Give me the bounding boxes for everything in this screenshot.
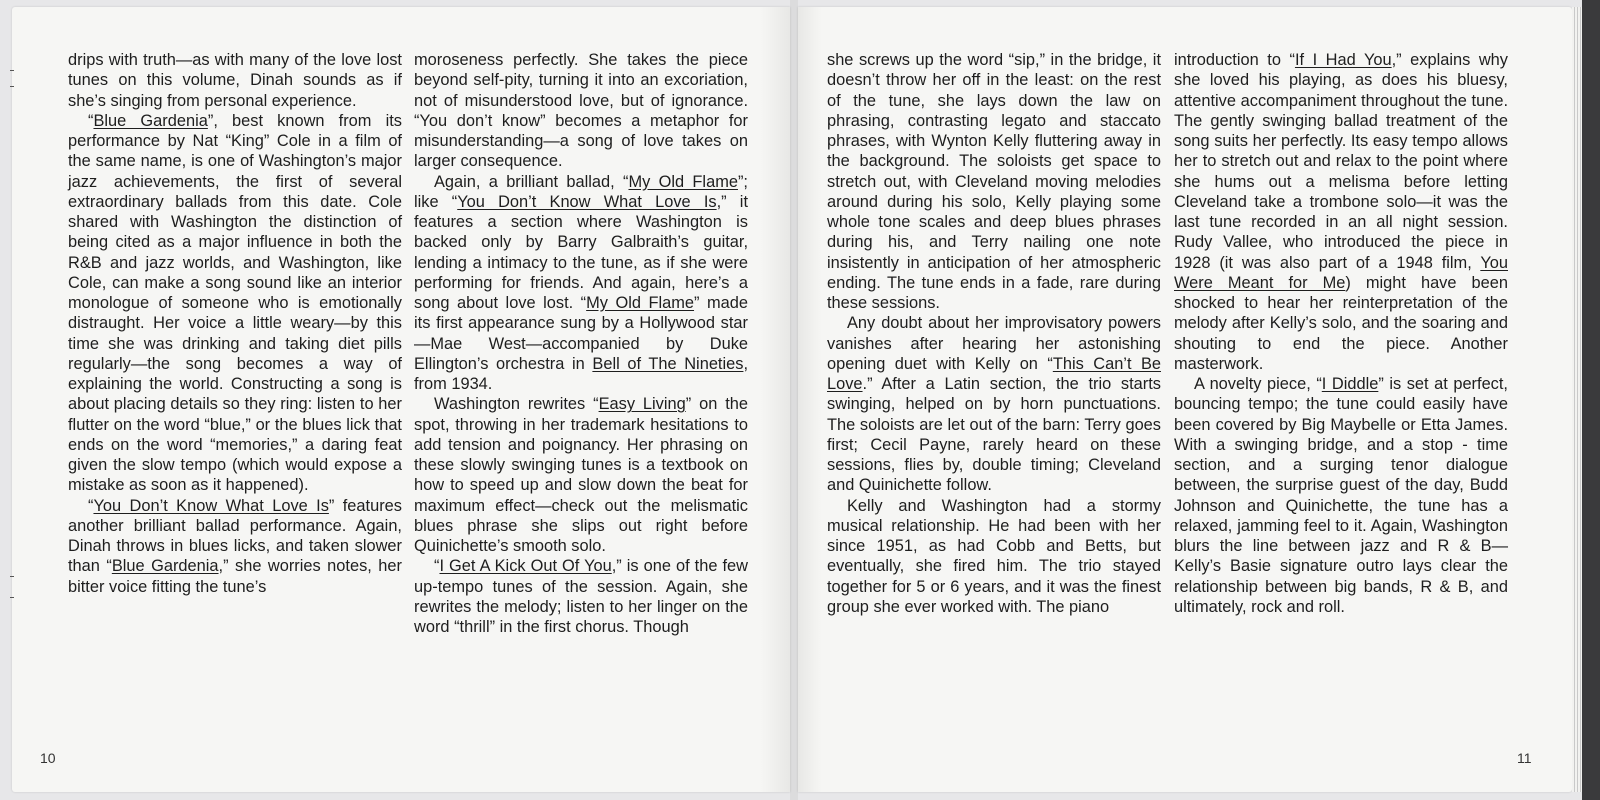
paragraph-text: ,” is one of the few up-tempo tunes of the session. Again, she rewrites the melody; listen to her linger on the word “thrill” in the first chorus. Though <box>414 557 748 636</box>
paragraph <box>827 50 1161 313</box>
paragraph-text: ” made its first appearance sung by a Hollywood star—Mae West—accompanied by Duke Ellington’s orchestra in <box>414 294 748 373</box>
paragraph <box>414 172 748 395</box>
margin-mark <box>10 597 14 598</box>
page-number-left: 10 <box>40 750 56 766</box>
cover-edge <box>1582 0 1600 800</box>
paragraph-text: Washington rewrites “ <box>434 395 599 414</box>
text-column-1 <box>68 50 402 597</box>
gutter-shadow-right <box>798 7 822 792</box>
paragraph-text: ” on the spot, throwing in her trademark hesitations to add tension and poignancy. Her phrasing on these slowly swinging tunes is a textbook on how to speed up and slow down the beat for maximum effect—check out the melismatic blues phrase she slips out right before Quinichette’s smooth solo. <box>414 395 748 555</box>
paragraph-text: introduction to “ <box>1174 51 1295 69</box>
paragraph-text: “ <box>434 557 440 576</box>
song-title: You Don’t Know What Love Is <box>93 496 329 515</box>
paragraph <box>414 556 748 637</box>
paragraph <box>68 111 402 496</box>
paragraph-text: ”; like “ <box>414 172 748 211</box>
song-title: I Diddle <box>1321 375 1379 393</box>
paragraph-text: ” features another brilliant ballad performance. Again, Dinah throws in blues licks, and taken slower than “ <box>68 496 402 576</box>
song-title: You Don’t Know What Love Is <box>457 192 717 211</box>
song-title: This Can’t Be Love <box>827 354 1161 393</box>
paragraph-text: she screws up the word “sip,” in the bridge, it doesn’t throw her off in the least: on the rest of the tune, she lays down the law on phrasing, contrasting legato and staccato phrases, with Wynton Kelly fluttering away in the background. The soloists get space to stretch out, with Cleveland moving melodies around during his solo, Kelly playing some whole tone scales and deep blues phrases during his, and Terry nailing one note insistently in anticipation of her atmospheric ending. The tune ends in a fade, rare during these sessions. <box>827 51 1161 312</box>
song-title: Bell of The Nineties <box>592 354 744 373</box>
margin-mark <box>10 576 14 577</box>
song-title: I Get A Kick Out Of You <box>439 557 612 576</box>
song-title: You Were Meant for Me <box>1174 253 1508 292</box>
paragraph <box>1174 50 1508 374</box>
paragraph-text: moroseness perfectly. She takes the piece beyond self-pity, turning it into an excoriation, not of misunderstood love, but of ignorance. “You don’t know” becomes a metaphor for misunderstanding—a song of love takes on larger consequence. <box>414 51 748 171</box>
page-edge-stack <box>1572 7 1582 792</box>
paragraph-text: ” is set at perfect, bouncing tempo; the tune could easily have been covered by Big Maybelle or Etta James. With a swinging bridge, and a stop - time section, and a surging tenor dialogue between, the surprise guest of the day, Budd Johnson and Quinichette, the tune has a relaxed, jamming feel to it. Again, Washington blurs the line between jazz and R & B—Kelly’s Basie signature outro lays clear the relationship between big bands, R & B, and ultimately, rock and roll. <box>1174 375 1508 616</box>
margin-mark <box>10 70 14 71</box>
paragraph-text: ,” she worries notes, her bitter voice fitting the tune’s <box>68 557 402 596</box>
paragraph <box>827 313 1161 495</box>
paragraph-text: “ <box>88 496 94 515</box>
book-gutter <box>790 0 798 800</box>
paragraph <box>827 496 1161 618</box>
song-title: If I Had You <box>1294 51 1392 69</box>
paragraph-text: Kelly and Washington had a stormy musical relationship. He had been with her since 1951, as had Cobb and Betts, but eventually, she fired him. The trio stayed together for 5 or 6 years, and it was the finest group she ever worked with. The piano <box>827 496 1161 616</box>
paragraph-text: Again, a brilliant ballad, “ <box>434 172 629 191</box>
paragraph-text: , from 1934. <box>414 354 748 393</box>
paragraph <box>1174 374 1508 617</box>
paragraph-text: ,” it features a section where Washington is backed only by Barry Galbraith’s guitar, lending a intimacy to the tune, as if she were performing for friends. And again, here’s a song about love lost. “ <box>414 192 748 312</box>
paragraph-text: drips with truth—as with many of the love lost tunes on this volume, Dinah sounds as if she’s singing from personal experience. <box>68 51 402 110</box>
paragraph-text: .” After a Latin section, the trio starts swinging, helped on by horn punctuations. The soloists are let out of the barn: Terry goes first; Cecil Payne, rarely heard on these sessions, flies by, double timing; Cleveland and Quinichette follow. <box>827 375 1161 495</box>
paragraph-text: A novelty piece, “ <box>1194 375 1322 393</box>
paragraph-text: ”, best known from its performance by Nat “King” Cole in a film of the same name, is one of Washington’s major jazz achievements, the first of several extraordinary ballads from this date. Cole shared with Washington the distinction of being cited as a major influence in both the R&B and jazz worlds, and Washington, like Cole, can make a song sound like an interior monologue of someone who is emotionally distraught. Her voice a little weary—by this time she was drinking and taking diet pills regularly—the song becomes a way of explaining the world. Constructing a song is about placing details so they ring: listen to her flutter on the word “blue,” or the blues lick that ends on the word “memories,” a daring feat given the slow tempo (which would expose a mistake as soon as it happened). <box>68 111 402 495</box>
paragraph-text: Any doubt about her improvisatory powers vanishes after hearing her astonishing opening duet with Kelly on “ <box>827 314 1161 373</box>
page-number-right: 11 <box>1517 750 1532 766</box>
song-title: My Old Flame <box>628 172 738 191</box>
paragraph <box>414 50 748 172</box>
text-column-4 <box>1174 50 1508 617</box>
paragraph <box>68 50 402 111</box>
paragraph-text: “ <box>88 111 94 130</box>
song-title: Blue Gardenia <box>111 557 219 576</box>
text-column-3 <box>827 50 1161 617</box>
margin-mark <box>10 86 14 87</box>
song-title: Blue Gardenia <box>93 111 208 130</box>
paragraph-text: ,” explains why she loved his playing, as does his bluesy, attentive accompaniment throughout the tune. The gently swinging ballad treatment of the song suits her perfectly. Its easy tempo allows her to stretch out and relax to the point where she hums out a melisma before letting Cleveland take a trombone solo—it was the last tune recorded in an all night session. Rudy Vallee, who introduced the piece in 1928 (it was also part of a 1948 film, <box>1174 51 1508 272</box>
paragraph-text: ) might have been shocked to hear her reinterpretation of the melody after Kelly’s solo, and the soaring and shouting to end the piece. Another masterwork. <box>1174 273 1508 373</box>
song-title: Easy Living <box>598 395 686 414</box>
song-title: My Old Flame <box>586 294 695 312</box>
gutter-shadow-left <box>760 7 790 792</box>
paragraph <box>68 496 402 597</box>
text-column-2 <box>414 50 748 637</box>
paragraph <box>414 394 748 556</box>
